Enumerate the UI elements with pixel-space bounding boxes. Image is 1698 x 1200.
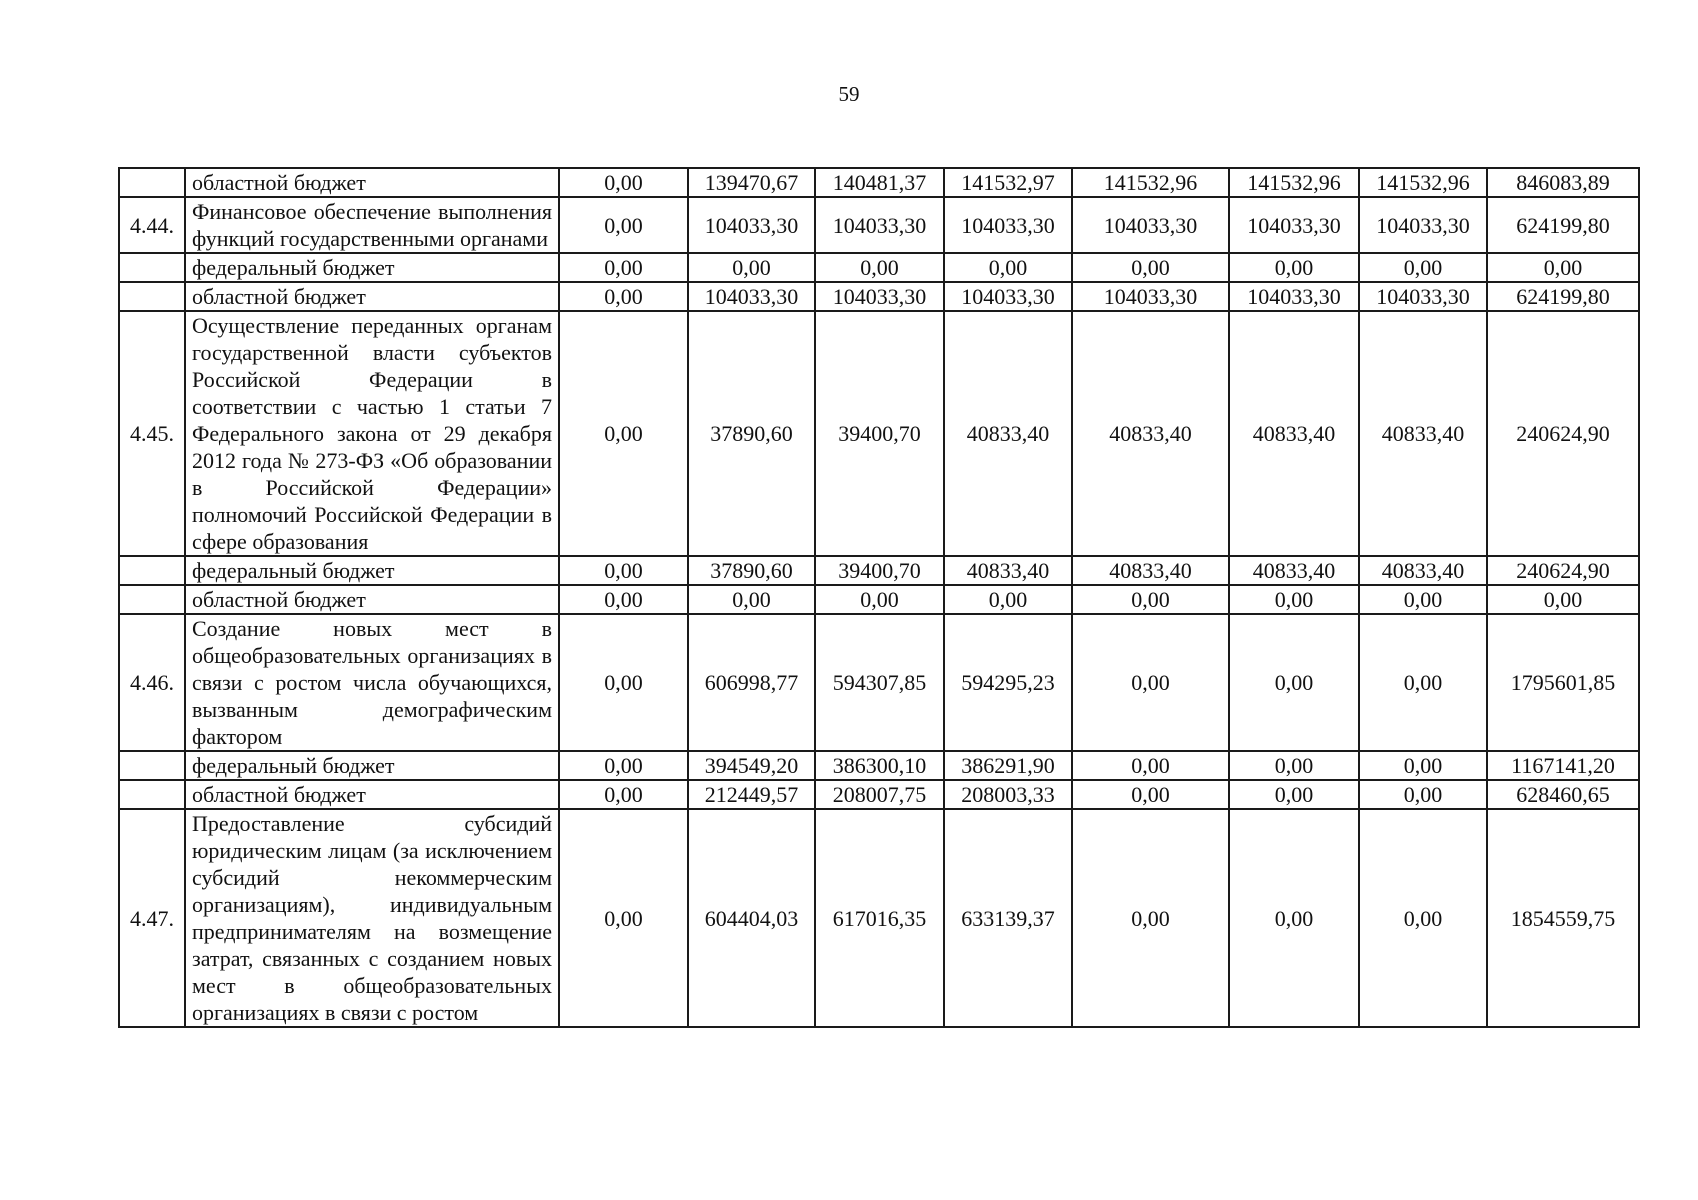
value-cell: 594307,85 bbox=[815, 614, 944, 751]
value-cell: 40833,40 bbox=[1229, 556, 1359, 585]
value-cell: 0,00 bbox=[559, 585, 688, 614]
value-cell: 0,00 bbox=[1359, 253, 1487, 282]
value-cell: 104033,30 bbox=[815, 282, 944, 311]
value-cell: 104033,30 bbox=[1072, 197, 1229, 253]
value-cell: 386291,90 bbox=[944, 751, 1072, 780]
row-name: Финансовое обеспечение выполнения функций государственными органами bbox=[185, 197, 559, 253]
total-cell: 1795601,85 bbox=[1487, 614, 1639, 751]
row-code bbox=[119, 168, 185, 197]
value-cell: 40833,40 bbox=[1359, 556, 1487, 585]
row-code: 4.44. bbox=[119, 197, 185, 253]
value-cell: 40833,40 bbox=[944, 556, 1072, 585]
value-cell: 208007,75 bbox=[815, 780, 944, 809]
value-cell: 141532,96 bbox=[1229, 168, 1359, 197]
row-name: Предоставление субсидий юридическим лицам (за исключением субсидий некоммерческим организациям), индивидуальным предпринимателям на возмещение затрат, связанных с созданием новых мест в общеобразовательных организациях в связи с ростом bbox=[185, 809, 559, 1027]
value-cell: 0,00 bbox=[559, 809, 688, 1027]
value-cell: 104033,30 bbox=[1229, 197, 1359, 253]
row-name: федеральный бюджет bbox=[185, 253, 559, 282]
table-row bbox=[119, 556, 1639, 585]
value-cell: 0,00 bbox=[944, 585, 1072, 614]
value-cell: 394549,20 bbox=[688, 751, 815, 780]
value-cell: 0,00 bbox=[1229, 751, 1359, 780]
value-cell: 40833,40 bbox=[944, 311, 1072, 556]
value-cell: 0,00 bbox=[559, 751, 688, 780]
value-cell: 0,00 bbox=[815, 585, 944, 614]
value-cell: 633139,37 bbox=[944, 809, 1072, 1027]
row-name: областной бюджет bbox=[185, 168, 559, 197]
row-name: федеральный бюджет bbox=[185, 751, 559, 780]
row-name: федеральный бюджет bbox=[185, 556, 559, 585]
total-cell: 624199,80 bbox=[1487, 197, 1639, 253]
table-row bbox=[119, 614, 1639, 751]
value-cell: 139470,67 bbox=[688, 168, 815, 197]
value-cell: 0,00 bbox=[1229, 253, 1359, 282]
table-row bbox=[119, 311, 1639, 556]
value-cell: 0,00 bbox=[559, 253, 688, 282]
value-cell: 0,00 bbox=[1359, 751, 1487, 780]
value-cell: 386300,10 bbox=[815, 751, 944, 780]
value-cell: 0,00 bbox=[1229, 780, 1359, 809]
table-row bbox=[119, 282, 1639, 311]
value-cell: 0,00 bbox=[559, 556, 688, 585]
row-code: 4.45. bbox=[119, 311, 185, 556]
value-cell: 40833,40 bbox=[1072, 556, 1229, 585]
value-cell: 0,00 bbox=[559, 780, 688, 809]
value-cell: 141532,96 bbox=[1072, 168, 1229, 197]
value-cell: 0,00 bbox=[1229, 809, 1359, 1027]
value-cell: 104033,30 bbox=[1359, 282, 1487, 311]
row-code bbox=[119, 282, 185, 311]
value-cell: 0,00 bbox=[688, 253, 815, 282]
value-cell: 40833,40 bbox=[1229, 311, 1359, 556]
row-name: Осуществление переданных органам государственной власти субъектов Российской Федерации в соответствии с частью 1 статьи 7 Федерального закона от 29 декабря 2012 года № 273-ФЗ «Об образовании в Российской Федерации» полномочий Российской Федерации в сфере образования bbox=[185, 311, 559, 556]
value-cell: 0,00 bbox=[1359, 780, 1487, 809]
total-cell: 240624,90 bbox=[1487, 311, 1639, 556]
total-cell: 1854559,75 bbox=[1487, 809, 1639, 1027]
value-cell: 0,00 bbox=[559, 168, 688, 197]
row-code bbox=[119, 253, 185, 282]
value-cell: 0,00 bbox=[1229, 585, 1359, 614]
value-cell: 606998,77 bbox=[688, 614, 815, 751]
value-cell: 37890,60 bbox=[688, 311, 815, 556]
value-cell: 0,00 bbox=[1359, 585, 1487, 614]
value-cell: 104033,30 bbox=[1072, 282, 1229, 311]
row-name: областной бюджет bbox=[185, 585, 559, 614]
value-cell: 39400,70 bbox=[815, 311, 944, 556]
value-cell: 0,00 bbox=[688, 585, 815, 614]
value-cell: 208003,33 bbox=[944, 780, 1072, 809]
value-cell: 40833,40 bbox=[1359, 311, 1487, 556]
row-code bbox=[119, 556, 185, 585]
value-cell: 0,00 bbox=[1229, 614, 1359, 751]
value-cell: 140481,37 bbox=[815, 168, 944, 197]
value-cell: 0,00 bbox=[1359, 614, 1487, 751]
value-cell: 104033,30 bbox=[815, 197, 944, 253]
row-code bbox=[119, 751, 185, 780]
row-code: 4.46. bbox=[119, 614, 185, 751]
value-cell: 0,00 bbox=[1072, 585, 1229, 614]
value-cell: 0,00 bbox=[1072, 751, 1229, 780]
row-name: областной бюджет bbox=[185, 282, 559, 311]
value-cell: 212449,57 bbox=[688, 780, 815, 809]
value-cell: 40833,40 bbox=[1072, 311, 1229, 556]
total-cell: 0,00 bbox=[1487, 585, 1639, 614]
value-cell: 0,00 bbox=[1359, 809, 1487, 1027]
value-cell: 104033,30 bbox=[688, 197, 815, 253]
total-cell: 1167141,20 bbox=[1487, 751, 1639, 780]
value-cell: 0,00 bbox=[1072, 614, 1229, 751]
total-cell: 240624,90 bbox=[1487, 556, 1639, 585]
value-cell: 104033,30 bbox=[1229, 282, 1359, 311]
table-row bbox=[119, 780, 1639, 809]
table-row bbox=[119, 751, 1639, 780]
value-cell: 104033,30 bbox=[944, 282, 1072, 311]
value-cell: 0,00 bbox=[559, 197, 688, 253]
value-cell: 39400,70 bbox=[815, 556, 944, 585]
value-cell: 0,00 bbox=[1072, 809, 1229, 1027]
value-cell: 0,00 bbox=[1072, 253, 1229, 282]
value-cell: 104033,30 bbox=[688, 282, 815, 311]
row-code bbox=[119, 780, 185, 809]
row-code bbox=[119, 585, 185, 614]
value-cell: 0,00 bbox=[1072, 780, 1229, 809]
value-cell: 0,00 bbox=[559, 282, 688, 311]
total-cell: 628460,65 bbox=[1487, 780, 1639, 809]
page-number: 59 bbox=[838, 82, 860, 106]
value-cell: 0,00 bbox=[559, 614, 688, 751]
value-cell: 141532,96 bbox=[1359, 168, 1487, 197]
value-cell: 37890,60 bbox=[688, 556, 815, 585]
value-cell: 0,00 bbox=[559, 311, 688, 556]
value-cell: 141532,97 bbox=[944, 168, 1072, 197]
table-row bbox=[119, 585, 1639, 614]
total-cell: 846083,89 bbox=[1487, 168, 1639, 197]
table-row bbox=[119, 809, 1639, 1027]
value-cell: 104033,30 bbox=[944, 197, 1072, 253]
total-cell: 624199,80 bbox=[1487, 282, 1639, 311]
budget-table bbox=[118, 167, 1640, 1028]
row-code: 4.47. bbox=[119, 809, 185, 1027]
value-cell: 617016,35 bbox=[815, 809, 944, 1027]
value-cell: 104033,30 bbox=[1359, 197, 1487, 253]
table-row bbox=[119, 168, 1639, 197]
table-row bbox=[119, 253, 1639, 282]
value-cell: 0,00 bbox=[944, 253, 1072, 282]
value-cell: 604404,03 bbox=[688, 809, 815, 1027]
row-name: Создание новых мест в общеобразовательных организациях в связи с ростом числа обучающихся, вызванным демографическим фактором bbox=[185, 614, 559, 751]
value-cell: 0,00 bbox=[815, 253, 944, 282]
value-cell: 594295,23 bbox=[944, 614, 1072, 751]
total-cell: 0,00 bbox=[1487, 253, 1639, 282]
table-row bbox=[119, 197, 1639, 253]
row-name: областной бюджет bbox=[185, 780, 559, 809]
